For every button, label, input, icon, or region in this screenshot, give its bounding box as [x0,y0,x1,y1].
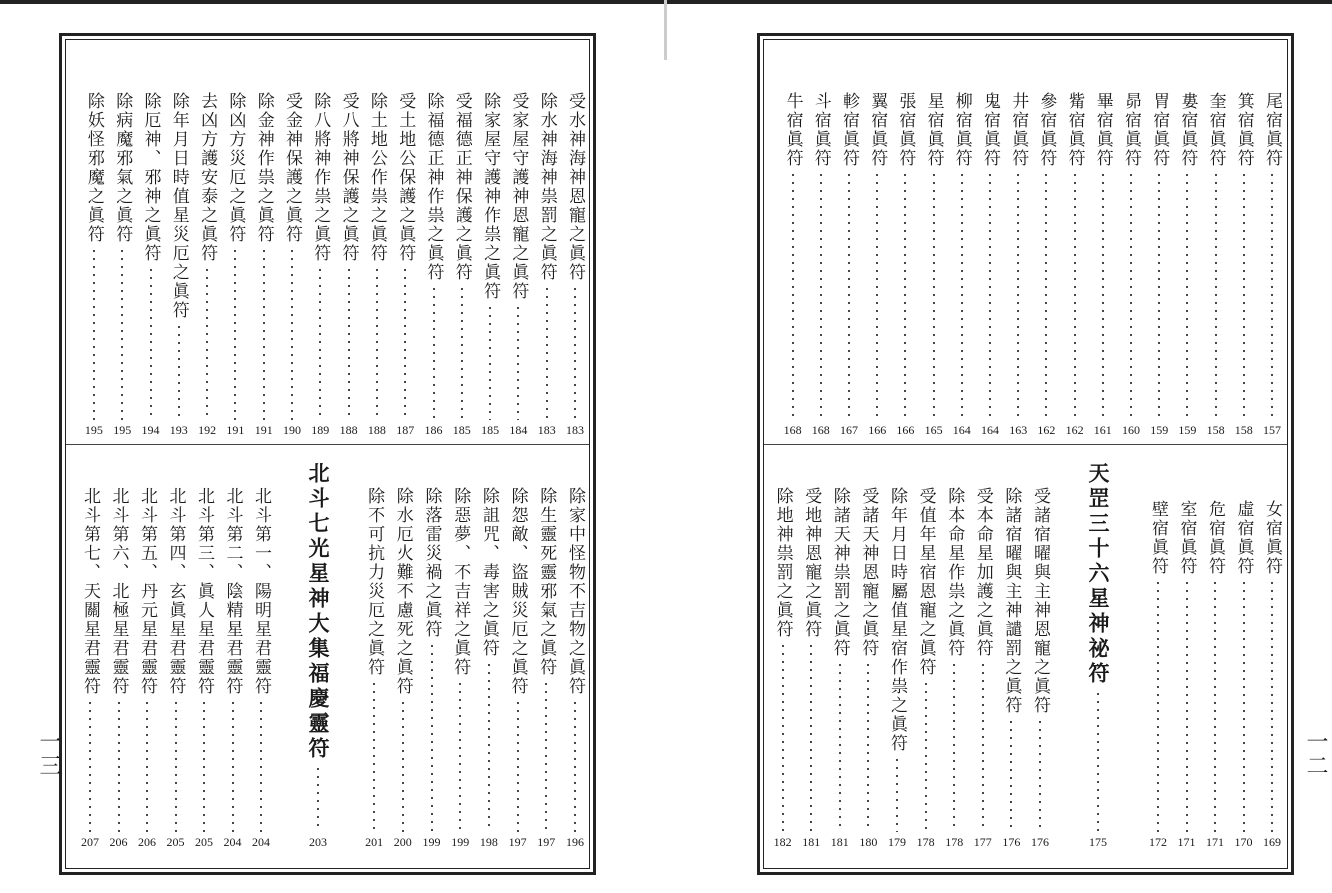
entry-title: 星宿眞符 [923,92,944,168]
leader-dots [1243,171,1245,420]
toc-entry[interactable] [421,92,447,438]
entry-title: 畢宿眞符 [1092,92,1113,168]
top-edge-right [667,0,1332,4]
leader-dots [1271,579,1273,832]
section-title: 天罡三十六星神祕符 [1086,462,1111,687]
entry-title: 除凶方災厄之眞符 [225,92,246,244]
toc-entry[interactable] [1231,500,1257,850]
entry-title: 昴宿眞符 [1121,92,1141,168]
entry-title: 除年月日時值星災厄之眞符 [168,92,189,320]
toc-entry[interactable] [390,487,416,850]
page-number: 198 [479,835,498,849]
top-edge-left [0,0,664,4]
page-number: 188 [367,423,386,437]
book-gutter [664,0,667,60]
leader-dots [178,323,180,420]
entry-title: 張宿眞符 [895,92,916,168]
leader-dots [933,171,935,420]
page-number: 191 [226,423,245,437]
page-number: 181 [802,835,821,849]
right-page-divider [764,444,1287,445]
entry-title: 除詛咒、毒害之眞符 [478,487,499,658]
leader-dots [574,285,576,420]
toc-entry[interactable] [1033,92,1059,438]
leader-dots [574,699,576,832]
entry-title: 軫宿眞符 [839,92,859,168]
leader-dots [118,699,120,832]
leader-dots [545,680,547,832]
entry-title: 受諸天神恩寵之眞符 [858,487,879,658]
toc-entry[interactable] [134,487,160,850]
entry-title: 除家中怪物不吉物之眞符 [565,487,585,696]
leader-dots [961,171,963,420]
toc-entry[interactable] [1005,92,1031,438]
toc-entry[interactable] [222,92,248,438]
entry-title: 觜宿眞符 [1064,92,1085,168]
entry-title: 北斗第六、北極星君靈符 [108,487,129,696]
leader-dots [1102,171,1104,420]
page-number: 165 [924,423,943,437]
page-number: 188 [339,423,358,437]
leader-dots [146,699,148,832]
entry-title: 去凶方護安泰之眞符 [197,92,218,263]
page-number: 191 [254,423,273,437]
toc-entry[interactable] [364,92,390,438]
leader-dots [402,699,404,832]
page-number: 170 [1234,835,1253,849]
leader-dots [260,699,262,832]
entry-title: 除福德正神作祟之眞符 [423,92,444,282]
entry-title: 室宿眞符 [1176,500,1197,576]
leader-dots [1215,171,1217,420]
leader-dots [896,756,898,832]
entry-title: 除諸天神祟罰之眞符 [829,487,850,658]
entry-title: 除土地公作祟之眞符 [366,92,387,263]
entry-title: 受八將神保護之眞符 [338,92,359,263]
leader-dots [232,699,234,832]
leader-dots [904,171,906,420]
page-number: 181 [830,835,849,849]
entry-title: 北斗第三、眞人星君靈符 [194,487,214,696]
page-number: 199 [422,835,441,849]
page-number: 162 [1037,423,1056,437]
leader-dots [488,661,490,832]
entry-title: 受值年星宿恩寵之眞符 [915,487,936,677]
entry-title: 牛宿眞符 [782,92,803,168]
page-number: 185 [481,423,500,437]
page-number: 204 [252,835,270,849]
leader-dots [206,266,208,420]
entry-title: 井宿眞符 [1008,92,1029,168]
entry-title: 奎宿眞符 [1205,92,1226,168]
entry-title: 除不可抗力災厄之眞符 [364,487,385,677]
toc-entry[interactable] [913,487,939,850]
leader-dots [89,699,91,832]
leader-dots [876,171,878,420]
toc-entry[interactable] [248,487,274,850]
entry-title: 除水厄火難不慮死之眞符 [392,487,413,696]
toc-entry[interactable] [1027,487,1053,850]
leader-dots [1243,579,1245,832]
entry-title: 北斗第一、陽明星君靈符 [251,487,271,696]
leader-dots [263,247,265,420]
entry-title: 斗宿眞符 [810,92,831,168]
page-number: 164 [981,423,999,437]
leader-dots [839,661,841,832]
page-number: 162 [1065,423,1084,437]
page-number: 168 [783,423,802,437]
entry-title: 壁宿眞符 [1148,500,1168,576]
leader-dots [792,171,794,420]
page-number: 180 [859,835,878,849]
entry-title: 除地神祟罰之眞符 [772,487,793,639]
entry-title: 除落雷災禍之眞符 [421,487,442,639]
page-number: 206 [138,835,156,849]
leader-dots [1186,579,1188,832]
left-page-divider [66,444,589,445]
toc-entry[interactable] [1174,92,1200,438]
entry-title: 北斗第七、天關星君靈符 [80,487,100,696]
toc-entry[interactable] [1146,92,1172,438]
toc-entry[interactable] [808,92,834,438]
entry-title: 北斗第二、陰精星君靈符 [222,487,243,696]
entry-title: 除病魔邪氣之眞符 [112,92,133,244]
page-number: 205 [195,835,213,849]
leader-dots [376,266,378,420]
leader-dots [953,661,955,832]
toc-entry[interactable] [279,92,305,438]
leader-dots [810,642,812,832]
page-number: 187 [396,423,415,437]
toc-entry[interactable] [138,92,164,438]
toc-entry[interactable] [998,487,1024,850]
page-number: 159 [1178,423,1197,437]
toc-entry[interactable] [81,92,107,438]
entry-title: 受金神保護之眞符 [282,92,302,244]
leader-dots [431,642,433,832]
page-number: 207 [81,835,99,849]
leader-dots [1158,171,1160,420]
toc-entry[interactable] [1259,500,1285,850]
page-number: 190 [283,423,301,437]
page-number: 184 [509,423,528,437]
page-number: 172 [1149,835,1167,849]
toc-entry[interactable] [505,487,531,850]
page-number: 196 [566,835,584,849]
toc-entry[interactable] [1090,92,1116,438]
entry-title: 婁宿眞符 [1177,92,1198,168]
page-number: 177 [973,835,992,849]
leader-dots [982,661,984,832]
leader-dots [121,247,123,420]
entry-title: 除本命星作祟之眞符 [944,487,965,658]
page-number: 197 [537,835,556,849]
toc-entry[interactable] [77,487,103,850]
leader-dots [461,285,463,420]
leader-dots [546,285,548,420]
page-number: 161 [1093,423,1112,437]
entry-title: 除水神海神祟罰之眞符 [536,92,557,282]
toc-entry[interactable] [892,92,918,438]
page-number: 176 [1002,835,1021,849]
toc-entry[interactable] [251,92,277,438]
page-number: 189 [311,423,330,437]
entry-title: 箕宿眞符 [1233,92,1254,168]
page-number: 182 [773,835,792,849]
entry-title: 除厄神、邪神之眞符 [140,92,161,263]
page-number: 166 [896,423,915,437]
page-number: 195 [113,423,132,437]
leader-dots [1074,171,1076,420]
toc-entry[interactable] [1202,500,1228,850]
page-number: 171 [1206,835,1224,849]
page-number: 178 [916,835,935,849]
leader-dots [1017,171,1019,420]
toc-entry[interactable] [970,487,996,850]
page-number: 186 [424,423,443,437]
leader-dots [1130,171,1132,420]
entry-title: 除惡夢、不吉祥之眞符 [450,487,471,677]
page-number: 183 [537,423,556,437]
page-number: 195 [84,423,103,437]
leader-dots [317,765,319,832]
page-number: 204 [223,835,242,849]
entry-title: 參宿眞符 [1036,92,1057,168]
leader-dots [291,247,293,420]
leader-dots [319,266,321,420]
page-number: 200 [393,835,412,849]
entry-title: 受水神海神恩寵之眞符 [565,92,585,282]
toc-entry[interactable] [1118,92,1144,438]
toc-entry[interactable] [827,487,853,850]
page-number: 168 [811,423,830,437]
page-number: 157 [1263,423,1281,437]
entry-title: 除怨敵、盜賊災厄之眞符 [507,487,528,696]
leader-dots [1214,579,1216,832]
leader-dots [925,680,927,832]
page-number: 159 [1150,423,1169,437]
page-number: 158 [1206,423,1225,437]
leader-dots [404,266,406,420]
page-number: 185 [452,423,471,437]
leader-dots [517,304,519,420]
left-page-folio: 一三 [36,730,61,778]
page-number: 199 [451,835,470,849]
toc-section-heading[interactable] [1085,462,1111,850]
page-number: 205 [166,835,185,849]
leader-dots [489,304,491,420]
leader-dots [782,642,784,832]
leader-dots [203,699,205,832]
toc-entry[interactable] [949,92,975,438]
toc-entry[interactable] [798,487,824,850]
toc-entry[interactable] [562,487,588,850]
entry-title: 鬼宿眞符 [980,92,1000,168]
page-number: 158 [1234,423,1253,437]
toc-entry[interactable] [106,487,132,850]
entry-title: 除八將神作祟之眞符 [310,92,331,263]
toc-entry[interactable] [855,487,881,850]
page-number: 169 [1263,835,1281,849]
entry-title: 北斗第四、玄眞星君靈符 [165,487,186,696]
entry-title: 除家屋守護神作祟之眞符 [480,92,501,301]
leader-dots [989,171,991,420]
toc-entry[interactable] [1231,92,1257,438]
page-number: 197 [508,835,527,849]
toc-entry[interactable] [220,487,246,850]
toc-section-heading[interactable] [305,462,331,850]
toc-entry[interactable] [534,92,560,438]
page-number: 176 [1031,835,1049,849]
leader-dots [517,699,519,832]
toc-entry[interactable] [780,92,806,438]
toc-entry[interactable] [977,92,1003,438]
page-number: 166 [868,423,887,437]
page-number: 171 [1177,835,1196,849]
page-number: 167 [840,423,858,437]
page-number: 164 [952,423,971,437]
toc-entry[interactable] [392,92,418,438]
toc-entry[interactable] [447,487,473,850]
toc-entry[interactable] [1145,500,1171,850]
page-number: 183 [566,423,584,437]
page-number: 193 [169,423,188,437]
entry-title: 除生靈死靈邪氣之眞符 [536,487,557,677]
entry-title: 危宿眞符 [1205,500,1225,576]
page-number: 201 [365,835,384,849]
toc-entry[interactable] [562,92,588,438]
toc-entry[interactable] [419,487,445,850]
entry-title: 尾宿眞符 [1262,92,1282,168]
page-number: 163 [1009,423,1028,437]
leader-dots [175,699,177,832]
entry-title: 受福德正神保護之眞符 [451,92,472,282]
toc-entry[interactable] [476,487,502,850]
toc-entry[interactable] [505,92,531,438]
toc-entry[interactable] [194,92,220,438]
page-number: 160 [1122,423,1140,437]
toc-entry[interactable] [941,487,967,850]
entry-title: 受本命星加護之眞符 [972,487,993,658]
leader-dots [1010,718,1012,832]
toc-entry[interactable] [1174,500,1200,850]
leader-dots [93,247,95,420]
leader-dots [433,285,435,420]
leader-dots [1186,171,1188,420]
toc-entry[interactable] [1259,92,1285,438]
section-title: 北斗七光星神大集福慶靈符 [306,462,331,762]
entry-title: 受家屋守護神恩寵之眞符 [508,92,529,301]
toc-entry[interactable] [836,92,862,438]
entry-title: 女宿眞符 [1262,500,1282,576]
leader-dots [373,680,375,832]
leader-dots [867,661,869,832]
entry-title: 除年月日時屬值星宿作祟之眞符 [887,487,907,753]
toc-entry[interactable] [109,92,135,438]
entry-title: 除妖怪邪魔之眞符 [83,92,104,244]
entry-title: 胃宿眞符 [1149,92,1170,168]
page-number: 179 [888,835,906,849]
toc-entry[interactable] [166,92,192,438]
entry-title: 受地神恩寵之眞符 [801,487,822,639]
toc-entry[interactable] [307,92,333,438]
leader-dots [348,266,350,420]
toc-entry[interactable] [921,92,947,438]
page-number: 175 [1089,835,1107,849]
entry-title: 翼宿眞符 [867,92,888,168]
leader-dots [848,171,850,420]
toc-entry[interactable] [361,487,387,850]
page-number: 192 [198,423,217,437]
page-number: 194 [141,423,160,437]
toc-entry[interactable] [191,487,217,850]
right-page-folio: 一二 [1303,730,1328,778]
leader-dots [1157,579,1159,832]
leader-dots [150,266,152,420]
page-number: 203 [309,835,327,849]
toc-entry[interactable] [449,92,475,438]
toc-entry[interactable] [1062,92,1088,438]
entry-title: 受土地公保護之眞符 [395,92,416,263]
toc-entry[interactable] [884,487,910,850]
entry-title: 北斗第五、丹元星君靈符 [137,487,157,696]
toc-entry[interactable] [477,92,503,438]
entry-title: 除金神作祟之眞符 [253,92,274,244]
toc-entry[interactable] [1203,92,1229,438]
leader-dots [1039,718,1041,832]
leader-dots [234,247,236,420]
leader-dots [1097,690,1099,832]
entry-title: 除諸宿曜與主神譴罰之眞符 [1001,487,1022,715]
toc-entry[interactable] [336,92,362,438]
leader-dots [1271,171,1273,420]
entry-title: 虛宿眞符 [1233,500,1254,576]
toc-entry[interactable] [163,487,189,850]
page-number: 206 [109,835,128,849]
toc-entry[interactable] [864,92,890,438]
entry-title: 受諸宿曜與主神恩寵之眞符 [1030,487,1050,715]
toc-entry[interactable] [770,487,796,850]
leader-dots [459,680,461,832]
leader-dots [1045,171,1047,420]
leader-dots [820,171,822,420]
entry-title: 柳宿眞符 [951,92,972,168]
toc-entry[interactable] [533,487,559,850]
page-number: 178 [945,835,964,849]
